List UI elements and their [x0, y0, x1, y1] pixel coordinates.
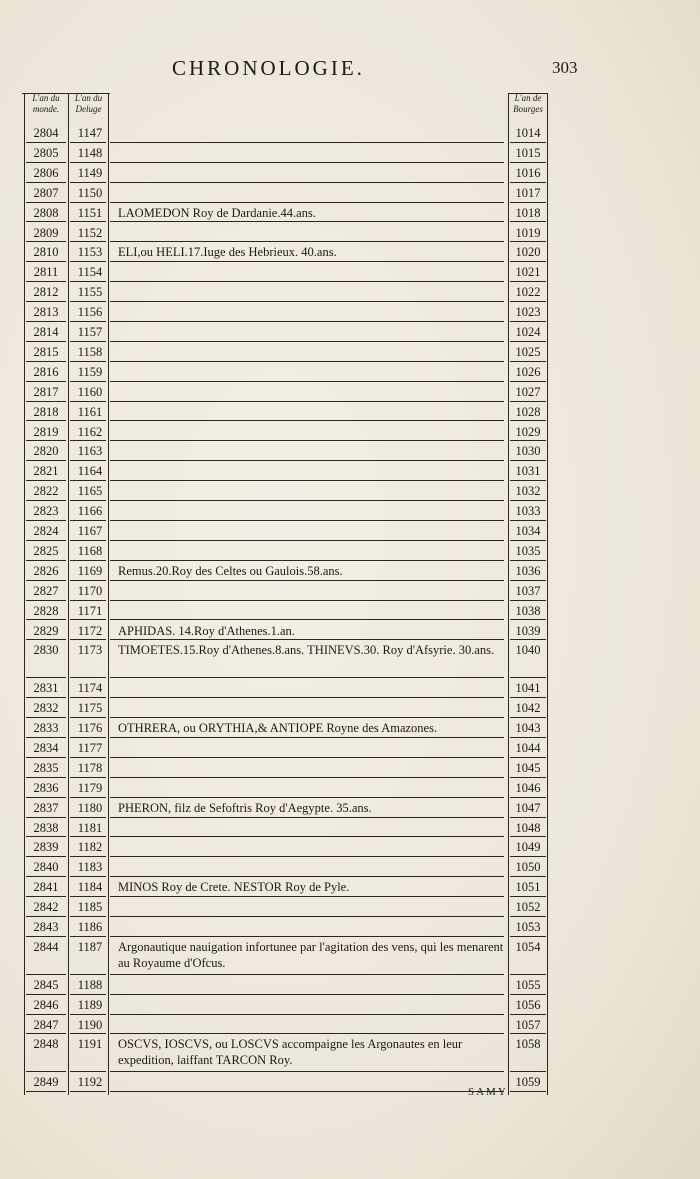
table-row [22, 183, 548, 203]
year-of-bourges: 1053 [515, 920, 541, 934]
year-of-bourges: 1042 [515, 701, 541, 716]
table-row [22, 322, 548, 342]
year-of-bourges: 1044 [515, 740, 541, 755]
year-of-deluge: 1153 [77, 245, 103, 260]
year-of-world: 2837 [33, 800, 59, 815]
year-of-world: 2846 [33, 997, 59, 1012]
event-text: APHIDAS. 14.Roy d'Athenes.1.an. [118, 623, 295, 638]
year-of-bourges: 1047 [515, 800, 541, 815]
year-of-world: 2813 [33, 305, 59, 320]
year-of-world: 2809 [33, 225, 59, 240]
year-of-world: 2818 [33, 404, 59, 419]
year-of-deluge: 1148 [77, 145, 103, 160]
year-of-bourges: 1040 [515, 643, 541, 658]
year-of-bourges: 1022 [515, 285, 541, 300]
table-row [22, 541, 548, 561]
year-of-world: 2829 [33, 623, 59, 638]
event-text: TIMOETES.15.Roy d'Athenes.8.ans. THINEVS.30. Roy d'Afsyrie. 30.ans. [118, 643, 495, 658]
year-of-deluge: 1177 [77, 740, 103, 755]
year-of-bourges: 1043 [515, 721, 541, 735]
year-of-deluge: 1162 [77, 424, 103, 439]
year-of-world: 2825 [33, 543, 59, 558]
year-of-deluge: 1182 [77, 840, 103, 855]
year-of-bourges: 1050 [515, 860, 541, 875]
year-of-bourges: 1055 [515, 977, 541, 992]
year-of-deluge: 1192 [77, 1075, 103, 1090]
table-row [22, 995, 548, 1015]
table-row [22, 461, 548, 481]
event-text: OTHRERA, ou ORYTHIA,& ANTIOPE Royne des Amazones. [118, 721, 438, 735]
table-row [22, 302, 548, 322]
year-of-bourges: 1052 [515, 900, 541, 915]
year-of-bourges: 1057 [515, 1017, 541, 1032]
year-of-world: 2839 [33, 840, 59, 855]
table-row [22, 718, 548, 738]
year-of-world: 2835 [33, 760, 59, 775]
year-of-bourges: 1045 [515, 760, 541, 775]
year-of-bourges: 1039 [515, 623, 541, 638]
year-of-deluge: 1152 [77, 225, 103, 240]
year-of-bourges: 1046 [515, 780, 541, 795]
year-of-world: 2849 [33, 1075, 59, 1090]
year-of-deluge: 1154 [77, 265, 103, 280]
table-row [22, 123, 548, 143]
row-rule [26, 1091, 66, 1092]
year-of-deluge: 1159 [77, 364, 103, 379]
year-of-bourges: 1029 [515, 424, 541, 439]
running-title: CHRONOLOGIE. [172, 56, 365, 80]
year-of-deluge: 1155 [77, 285, 103, 300]
year-of-bourges: 1056 [515, 997, 541, 1012]
year-of-world: 2838 [33, 820, 59, 835]
year-of-world: 2842 [33, 900, 59, 915]
year-of-world: 2822 [33, 484, 59, 499]
year-of-world: 2830 [33, 643, 59, 658]
column-header-deluge: L'an du Deluge [74, 93, 103, 114]
year-of-bourges: 1019 [515, 225, 541, 240]
year-of-bourges: 1018 [515, 205, 541, 220]
table-row [22, 738, 548, 758]
table-row [22, 621, 548, 641]
table-row [22, 342, 548, 362]
year-of-deluge: 1188 [77, 977, 103, 992]
row-rule [70, 1091, 106, 1092]
year-of-bourges: 1021 [515, 265, 541, 280]
year-of-world: 2815 [33, 344, 59, 359]
year-of-deluge: 1171 [77, 603, 103, 618]
year-of-world: 2811 [33, 265, 59, 280]
year-of-deluge: 1166 [77, 504, 103, 519]
table-row [22, 857, 548, 877]
table-row [22, 818, 548, 838]
table-row [22, 422, 548, 442]
year-of-deluge: 1172 [77, 623, 103, 638]
table-row [22, 282, 548, 302]
chronology-table [22, 93, 548, 1095]
table-row [22, 143, 548, 163]
year-of-deluge: 1175 [77, 701, 103, 716]
table-row [22, 698, 548, 718]
year-of-deluge: 1161 [77, 404, 103, 419]
year-of-bourges: 1026 [515, 364, 541, 379]
table-row [22, 262, 548, 282]
year-of-world: 2833 [33, 721, 59, 735]
year-of-deluge: 1149 [77, 165, 103, 180]
year-of-deluge: 1185 [77, 900, 103, 915]
year-of-bourges: 1032 [515, 484, 541, 499]
table-row [22, 601, 548, 621]
year-of-world: 2814 [33, 325, 59, 339]
table-row [22, 1015, 548, 1035]
year-of-deluge: 1163 [77, 444, 103, 459]
year-of-world: 2810 [33, 245, 59, 260]
year-of-world: 2805 [33, 145, 59, 160]
year-of-bourges: 1020 [515, 245, 541, 260]
year-of-world: 2845 [33, 977, 59, 992]
running-head [0, 56, 700, 86]
year-of-bourges: 1027 [515, 384, 541, 399]
table-row [22, 678, 548, 698]
year-of-world: 2844 [33, 939, 59, 954]
table-row [22, 362, 548, 382]
table-row [22, 402, 548, 422]
row-rule [110, 1091, 504, 1092]
column-header-world: L'an du monde. [32, 93, 60, 114]
year-of-deluge: 1179 [77, 780, 103, 795]
year-of-bourges: 1024 [515, 325, 541, 339]
table-row [22, 481, 548, 501]
table-row [22, 975, 548, 995]
event-text: MINOS Roy de Crete. NESTOR Roy de Pyle. [118, 880, 350, 895]
event-text: OSCVS, IOSCVS, ou LOSCVS accompaigne les Argonautes en leur expedition, laiffant TARCON Roy. [118, 1037, 463, 1068]
table-row [22, 1034, 548, 1072]
year-of-bourges: 1058 [515, 1037, 541, 1052]
year-of-world: 2828 [33, 603, 59, 618]
year-of-deluge: 1165 [77, 484, 103, 499]
table-row [22, 917, 548, 937]
table-row [22, 382, 548, 402]
year-of-deluge: 1184 [77, 880, 103, 895]
year-of-bourges: 1031 [515, 464, 541, 479]
year-of-deluge: 1168 [77, 543, 103, 558]
event-text: LAOMEDON Roy de Dardanie.44.ans. [118, 205, 316, 220]
table-row [22, 501, 548, 521]
year-of-world: 2841 [33, 880, 59, 895]
year-of-bourges: 1036 [515, 563, 541, 578]
year-of-deluge: 1156 [77, 305, 103, 320]
year-of-deluge: 1167 [77, 524, 103, 538]
year-of-deluge: 1147 [77, 126, 103, 140]
year-of-bourges: 1030 [515, 444, 541, 459]
table-row [22, 640, 548, 678]
year-of-bourges: 1059 [515, 1075, 541, 1090]
year-of-deluge: 1157 [77, 325, 103, 339]
year-of-bourges: 1033 [515, 504, 541, 519]
year-of-bourges: 1023 [515, 305, 541, 320]
year-of-world: 2824 [33, 524, 59, 538]
year-of-world: 2843 [33, 920, 59, 934]
year-of-deluge: 1186 [77, 920, 103, 934]
year-of-world: 2821 [33, 464, 59, 479]
year-of-world: 2836 [33, 780, 59, 795]
year-of-deluge: 1151 [77, 205, 103, 220]
year-of-world: 2820 [33, 444, 59, 459]
year-of-world: 2840 [33, 860, 59, 875]
column-header-bourges: L'an de Bourges [513, 93, 543, 114]
year-of-world: 2819 [33, 424, 59, 439]
page-number: 303 [552, 58, 578, 77]
year-of-deluge: 1174 [77, 681, 103, 696]
year-of-world: 2848 [33, 1037, 59, 1052]
table-row [22, 561, 548, 581]
year-of-bourges: 1014 [515, 126, 541, 140]
year-of-world: 2804 [33, 126, 59, 140]
year-of-bourges: 1028 [515, 404, 541, 419]
year-of-deluge: 1176 [77, 721, 103, 735]
year-of-world: 2832 [33, 701, 59, 716]
table-row [22, 897, 548, 917]
year-of-deluge: 1189 [77, 997, 103, 1012]
year-of-bourges: 1041 [515, 681, 541, 696]
catchword: SAMY [468, 1086, 508, 1098]
year-of-bourges: 1037 [515, 583, 541, 598]
table-row [22, 203, 548, 223]
event-text: PHERON, filz de Sefoftris Roy d'Aegypte. 35.ans. [118, 800, 372, 815]
year-of-world: 2807 [33, 185, 59, 200]
table-row [22, 837, 548, 857]
year-of-world: 2817 [33, 384, 59, 399]
year-of-deluge: 1150 [77, 185, 103, 200]
row-rule [510, 1091, 546, 1092]
table-row [22, 778, 548, 798]
year-of-bourges: 1054 [515, 939, 541, 954]
year-of-deluge: 1183 [77, 860, 103, 875]
year-of-world: 2831 [33, 681, 59, 696]
year-of-deluge: 1190 [77, 1017, 103, 1032]
year-of-bourges: 1015 [515, 145, 541, 160]
year-of-deluge: 1187 [77, 939, 103, 954]
table-row [22, 441, 548, 461]
year-of-deluge: 1191 [77, 1037, 103, 1052]
table-row [22, 877, 548, 897]
table-row [22, 521, 548, 541]
year-of-deluge: 1160 [77, 384, 103, 399]
table-row [22, 223, 548, 243]
year-of-world: 2806 [33, 165, 59, 180]
year-of-world: 2808 [33, 205, 59, 220]
table-row [22, 242, 548, 262]
year-of-world: 2812 [33, 285, 59, 300]
year-of-world: 2826 [33, 563, 59, 578]
year-of-bourges: 1049 [515, 840, 541, 855]
year-of-deluge: 1180 [77, 800, 103, 815]
table-row [22, 937, 548, 975]
year-of-bourges: 1051 [515, 880, 541, 895]
year-of-bourges: 1048 [515, 820, 541, 835]
year-of-world: 2827 [33, 583, 59, 598]
table-row [22, 758, 548, 778]
year-of-bourges: 1038 [515, 603, 541, 618]
year-of-bourges: 1025 [515, 344, 541, 359]
year-of-bourges: 1017 [515, 185, 541, 200]
year-of-deluge: 1158 [77, 344, 103, 359]
year-of-deluge: 1169 [77, 563, 103, 578]
year-of-deluge: 1173 [77, 643, 103, 658]
table-row [22, 581, 548, 601]
year-of-world: 2823 [33, 504, 59, 519]
year-of-deluge: 1170 [77, 583, 103, 598]
event-text: Argonautique nauigation infortunee par l'agitation des vens, qui les menarent au Royaume d'Ofcus. [118, 939, 504, 970]
year-of-world: 2816 [33, 364, 59, 379]
year-of-bourges: 1035 [515, 543, 541, 558]
year-of-bourges: 1034 [515, 524, 541, 538]
table-row [22, 163, 548, 183]
event-text: Remus.20.Roy des Celtes ou Gaulois.58.ans. [118, 563, 343, 578]
year-of-bourges: 1016 [515, 165, 541, 180]
year-of-world: 2834 [33, 740, 59, 755]
event-text: ELI,ou HELI.17.Iuge des Hebrieux. 40.ans. [118, 245, 337, 260]
year-of-deluge: 1181 [77, 820, 103, 835]
year-of-world: 2847 [33, 1017, 59, 1032]
table-row [22, 798, 548, 818]
year-of-deluge: 1178 [77, 760, 103, 775]
year-of-deluge: 1164 [77, 464, 103, 479]
